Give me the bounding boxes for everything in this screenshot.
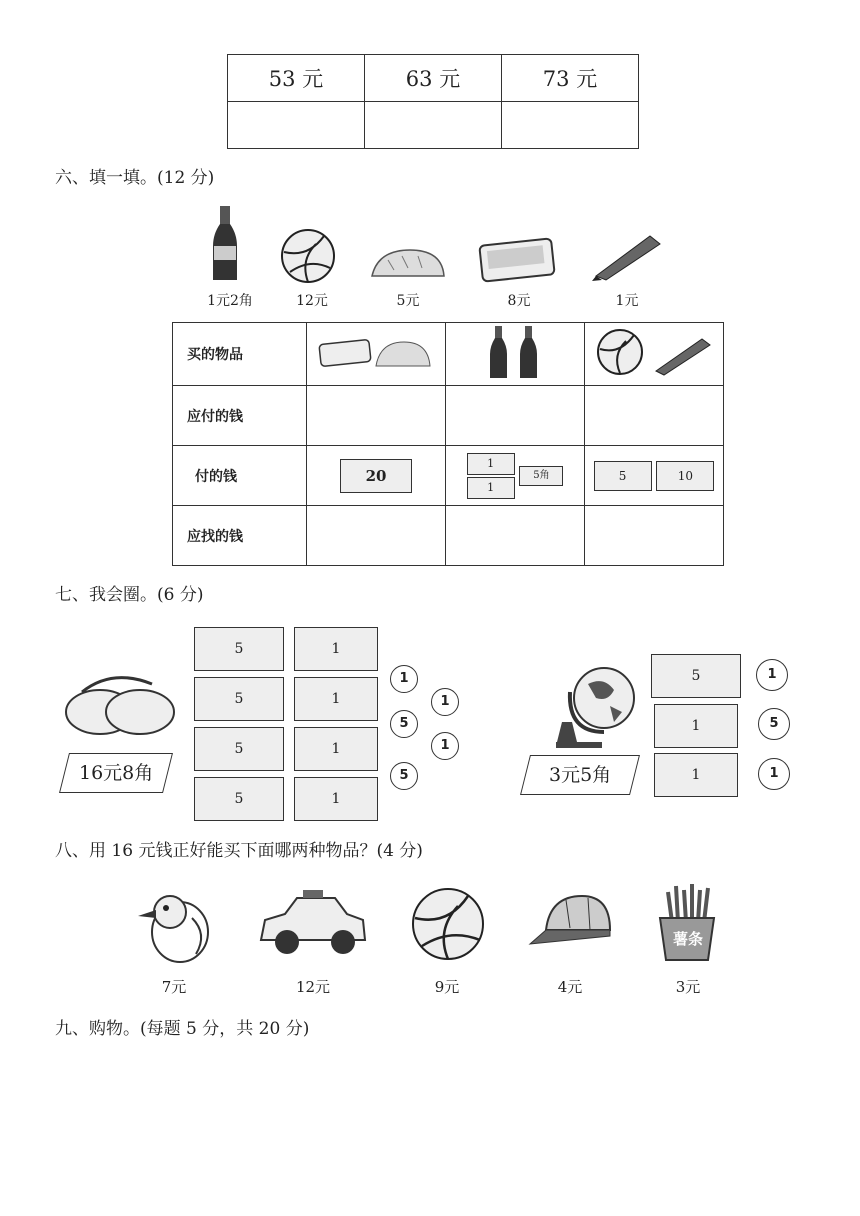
paid-cell (446, 446, 585, 506)
row-label: 应付的钱 (173, 386, 307, 446)
answer-cell (585, 506, 724, 566)
paid-cell (585, 446, 724, 506)
banknote[interactable]: 5 (194, 677, 284, 721)
banknote[interactable]: 5 (194, 627, 284, 671)
row-label: 应找的钱 (173, 506, 307, 566)
banknote[interactable]: 1 (654, 704, 738, 748)
banknote: 5 (594, 461, 652, 491)
items-cell (307, 323, 446, 386)
item-price: 3元 (675, 978, 701, 996)
answer-cell (585, 386, 724, 446)
coin[interactable]: 1 (431, 688, 459, 716)
banknote[interactable]: 1 (294, 777, 378, 821)
shopping-table (172, 322, 724, 566)
banknote[interactable]: 5 (194, 777, 284, 821)
item-price: 1元2角 (207, 293, 253, 309)
item-price: 1元 (615, 293, 639, 309)
answer-cell (307, 386, 446, 446)
price-tag: 3元5角 (520, 755, 640, 795)
price-cell: 73 元 (502, 55, 639, 102)
price-table (227, 54, 639, 149)
coin[interactable]: 5 (390, 710, 418, 738)
two-cola-bottles-icon (480, 324, 550, 380)
paid-cell (307, 446, 446, 506)
coin[interactable]: 5 (390, 762, 418, 790)
banknote: 1 (467, 453, 515, 475)
section7-heading: 七、我会圈。(6 分) (55, 585, 204, 605)
items-cell (446, 323, 585, 386)
price-cell: 53 元 (228, 55, 365, 102)
coin[interactable]: 1 (431, 732, 459, 760)
banknote: 5角 (519, 466, 563, 486)
fries-box-label: 薯条 (672, 930, 703, 948)
answer-cell (446, 386, 585, 446)
row-label: 买的物品 (173, 323, 307, 386)
banknote[interactable]: 1 (654, 753, 738, 797)
item-price: 7元 (161, 978, 187, 996)
item-price: 12元 (296, 293, 328, 309)
coin[interactable]: 1 (390, 665, 418, 693)
item-price: 12元 (295, 978, 331, 996)
globe-icon (548, 662, 638, 752)
banknote[interactable]: 5 (194, 727, 284, 771)
coin[interactable]: 1 (758, 758, 790, 790)
price-cell: 63 元 (365, 55, 502, 102)
section8-heading: 八、用 16 元钱正好能买下面哪两种物品？(4 分) (55, 841, 423, 861)
answer-cell (307, 506, 446, 566)
item-price: 4元 (557, 978, 583, 996)
volleyball-icon (280, 228, 336, 288)
banknote[interactable]: 5 (651, 654, 741, 698)
item-price: 8元 (507, 293, 531, 309)
car-icon (255, 884, 371, 968)
volleyball-icon (410, 886, 486, 966)
answer-cell (446, 506, 585, 566)
item-price: 9元 (434, 978, 460, 996)
bread-icon (368, 246, 448, 286)
cola-bottle-icon (210, 204, 240, 288)
pen-icon (590, 226, 664, 286)
answer-cell (502, 102, 639, 149)
coin[interactable]: 1 (756, 659, 788, 691)
section6-heading: 六、填一填。(12 分) (55, 168, 215, 188)
banknote: 20 (340, 459, 412, 493)
ball-and-pen-icon (594, 327, 714, 377)
row-label: 付的钱 (173, 446, 307, 506)
pencil-case-icon (478, 234, 556, 288)
banknote[interactable]: 1 (294, 727, 378, 771)
banknote: 10 (656, 461, 714, 491)
banknote[interactable]: 1 (294, 627, 378, 671)
items-cell (585, 323, 724, 386)
price-tag: 16元8角 (59, 753, 173, 793)
section9-heading: 九、购物。(每题 5 分，共 20 分) (55, 1019, 310, 1039)
banknote: 1 (467, 477, 515, 499)
shoes-icon (62, 660, 182, 744)
fries-icon (652, 882, 722, 962)
penguin-icon (134, 888, 214, 968)
answer-cell (228, 102, 365, 149)
answer-cell (365, 102, 502, 149)
banknote[interactable]: 1 (294, 677, 378, 721)
coin[interactable]: 5 (758, 708, 790, 740)
item-price: 5元 (396, 293, 420, 309)
pencil-case-and-bread-icon (316, 332, 436, 372)
cap-icon (526, 890, 616, 964)
